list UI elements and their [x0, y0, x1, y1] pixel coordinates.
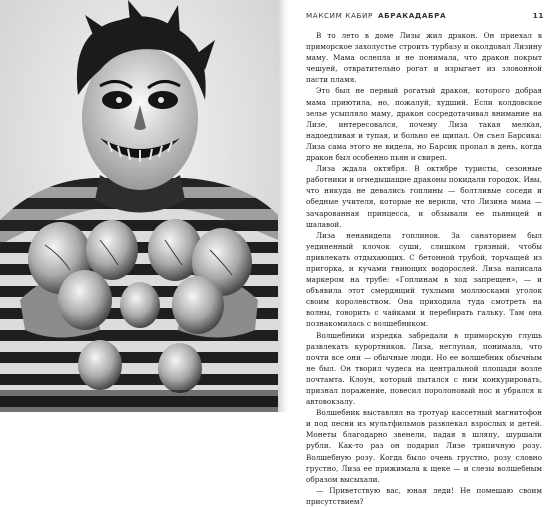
page-number: 11: [532, 10, 544, 20]
text-page: [290, 0, 550, 506]
header-author: МАКСИМ КАБИР: [306, 10, 373, 20]
paragraph: Волшебник выставлял на тротуар кассетный магнитофон и под песни из мультфильмов развлекал взрослых и детей. Монеты благодарно звенели, падая в шляпу, шуршали рубли. Как-то раз он подарил Лизе тряпичную розу. Волшебную розу. Когда было очень грустно, розу словно грустно, Лиза ее прижимала к щеке — и слезы волшебным образом высыхали.: [306, 408, 542, 484]
paragraph: Волшебники изредка забредали в приморскую глушь развлекать курортников. Лиза, неглупая, понимала, что почти все они — обычные люди. Но ее волшебник обычным не был. Он творил чудеса на центральной площади возле почтамта. Клоун, который пытался с ним конкурировать, признал поражение, повесил поролоновый нос и убрался к автовокзалу.: [306, 330, 542, 407]
paragraph: Лиза ненавидела гоплинов. За санаторием был уединенный клочок суши, слишком грязный, чтобы привлекать отдыхающих. С бетонной трубой, торчащей из пригорка, и кучами гниющих водорослей. Лиза написала маркером на трубе: «Гоплинам в ход запрещен», — и объявила этот смердящий тухлыми моллюсками уголок своим королевством. Она приходила туда смотреть на волны, говорить с чайками и перебирать гальку. Там она познакомилась с волшебником.: [306, 230, 542, 329]
running-header: [306, 9, 544, 21]
paragraph: Лиза ждала октября. В октябре туристы, сезонные работники и огнедышащие драконы покидали городок. Ивы, что никуда не девались гоплины — болтливые соседи и обедные учителя, которые не верили, что Лизина мама — зачарованная принцесса, и обзывали ее пьяницей и шалавой.: [306, 164, 542, 229]
paragraph: Это был не первый рогатый дракон, которого добрая мама приютила, но, пожалуй, худший. Если колдовское зелье усыпляло маму, дракон сосредотачивал внимание на Лизе, интересовался, почему Лиза такая мелкая, надоедливая и тупая, и больно ее щипал. Он съел Барсика: Лиза сама этого не видела, но Барсик пропал в день, когда дракон был особенно пьян и свиреп.: [306, 86, 542, 163]
page-gutter: [278, 0, 288, 412]
paragraph: — Приветствую вас, юная леди! Не помешаю своим присутствием?: [306, 485, 542, 506]
paragraph: В то лето в доме Лизы жил дракон. Он приехал в приморское захолустье строить турбазу и околдовал Лизину маму. Мама ослепла и не понимала, что дракон покрыт чешуей, отвратительно рогат и изрыгает из зловонной пасти пламя.: [306, 31, 542, 85]
clown-illustration: [0, 0, 278, 412]
header-title: АБРАКАДАБРА: [377, 10, 447, 20]
body-text: [306, 30, 542, 507]
